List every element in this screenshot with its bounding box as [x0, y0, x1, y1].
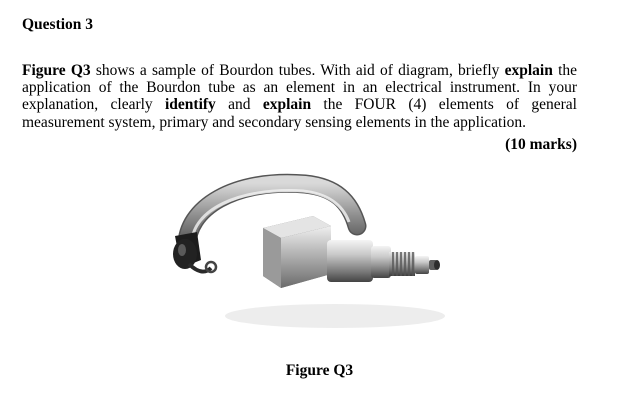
keyword-explain: explain	[504, 62, 553, 79]
bourdon-tube-illustration	[145, 156, 455, 360]
figure-reference: Figure Q3	[22, 62, 91, 79]
text-segment-3: and	[215, 96, 263, 114]
question-title: Question 3	[22, 16, 94, 33]
text-segment-1: shows a sample of Bourdon tubes. With aid of diagram, briefly	[90, 62, 505, 79]
question-text	[22, 62, 577, 131]
bourdon-tube-photo	[145, 156, 455, 360]
marks-label: (10 marks)	[505, 136, 577, 153]
keyword-explain-2: explain	[262, 96, 312, 114]
text-segment-4: the FOUR (4) elements of general measurement system, primary and secondary sensing elements in the application.	[22, 96, 577, 131]
text-segment-2: the application of the Bourdon tube as an element in an electrical instrument. In your explanation, clearly	[22, 62, 578, 114]
keyword-identify: identify	[165, 96, 216, 114]
figure-caption: Figure Q3	[285, 362, 354, 379]
